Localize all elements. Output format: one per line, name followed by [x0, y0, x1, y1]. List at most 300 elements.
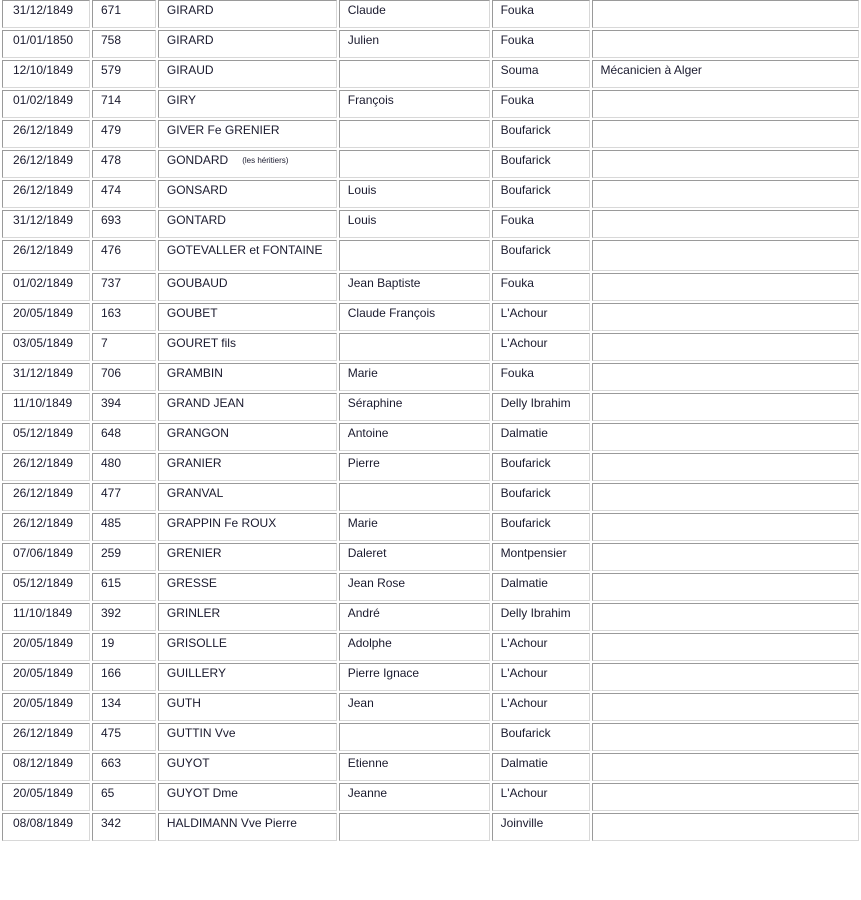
place-text: L'Achour: [500, 336, 548, 350]
date-cell: [2, 393, 90, 421]
date-text: 26/12/1849: [13, 123, 74, 137]
surname-text: GONSARD: [166, 183, 228, 197]
number-text: 758: [100, 33, 121, 47]
first-name-text: Claude: [347, 3, 386, 17]
place-cell: [492, 60, 590, 88]
number-text: 615: [100, 576, 121, 590]
date-cell: [2, 0, 90, 28]
surname-cell: [158, 603, 337, 631]
table-row: [2, 30, 859, 58]
number-cell: [92, 180, 156, 208]
date-cell: [2, 813, 90, 841]
first-name-cell: [339, 723, 490, 751]
place-text: Dalmatie: [500, 756, 548, 770]
note-cell: [592, 90, 859, 118]
date-text: 26/12/1849: [13, 516, 74, 530]
first-name-text: François: [347, 93, 394, 107]
first-name-cell: [339, 303, 490, 331]
place-cell: [492, 120, 590, 148]
place-cell: [492, 333, 590, 361]
place-cell: [492, 423, 590, 451]
date-cell: [2, 333, 90, 361]
note-cell: [592, 753, 859, 781]
place-cell: [492, 453, 590, 481]
number-text: 737: [100, 276, 121, 290]
place-text: Fouka: [500, 3, 534, 17]
first-name-cell: [339, 693, 490, 721]
surname-cell: [158, 543, 337, 571]
surname-text: GRESSE: [166, 576, 217, 590]
place-text: L'Achour: [500, 306, 548, 320]
number-cell: [92, 543, 156, 571]
first-name-text: Louis: [347, 183, 377, 197]
note-cell: [592, 393, 859, 421]
number-text: 474: [100, 183, 121, 197]
surname-text: HALDIMANN Vve Pierre: [166, 816, 297, 830]
note-cell: [592, 543, 859, 571]
first-name-cell: [339, 633, 490, 661]
surname-text: GIRARD: [166, 3, 214, 17]
place-text: Fouka: [500, 33, 534, 47]
surname-cell: [158, 180, 337, 208]
surname-cell: [158, 90, 337, 118]
table-row: [2, 483, 859, 511]
place-text: Boufarick: [500, 486, 551, 500]
table-row: [2, 333, 859, 361]
surname-cell: [158, 783, 337, 811]
number-text: 163: [100, 306, 121, 320]
number-text: 714: [100, 93, 121, 107]
date-text: 31/12/1849: [13, 213, 74, 227]
date-text: 20/05/1849: [13, 696, 74, 710]
note-cell: [592, 693, 859, 721]
number-cell: [92, 633, 156, 661]
surname-text: GUYOT Dme: [166, 786, 238, 800]
place-text: Boufarick: [500, 726, 551, 740]
surname-text: GRAPPIN Fe ROUX: [166, 516, 277, 530]
surname-cell: [158, 273, 337, 301]
number-text: 706: [100, 366, 121, 380]
first-name-cell: [339, 90, 490, 118]
date-text: 26/12/1849: [13, 243, 74, 257]
surname-text: GOURET fils: [166, 336, 236, 350]
surname-cell: [158, 753, 337, 781]
number-cell: [92, 0, 156, 28]
date-cell: [2, 303, 90, 331]
first-name-cell: [339, 483, 490, 511]
surname-cell: [158, 240, 337, 271]
table-row: [2, 783, 859, 811]
note-cell: [592, 573, 859, 601]
date-cell: [2, 30, 90, 58]
date-cell: [2, 693, 90, 721]
date-text: 05/12/1849: [13, 426, 74, 440]
surname-annotation: (les héritiers): [242, 156, 289, 165]
first-name-cell: [339, 150, 490, 178]
surname-text: GIRARD: [166, 33, 214, 47]
number-text: 648: [100, 426, 121, 440]
surname-cell: [158, 150, 337, 178]
note-cell: [592, 303, 859, 331]
first-name-cell: [339, 30, 490, 58]
first-name-cell: [339, 333, 490, 361]
date-text: 08/08/1849: [13, 816, 74, 830]
table-row: [2, 513, 859, 541]
note-cell: [592, 813, 859, 841]
place-cell: [492, 513, 590, 541]
number-cell: [92, 273, 156, 301]
note-cell: [592, 150, 859, 178]
number-cell: [92, 573, 156, 601]
place-text: Boufarick: [500, 456, 551, 470]
first-name-cell: [339, 240, 490, 271]
surname-text: GOTEVALLER et FONTAINE: [166, 243, 323, 257]
number-cell: [92, 30, 156, 58]
table-row: [2, 210, 859, 238]
date-text: 20/05/1849: [13, 636, 74, 650]
surname-text: GRENIER: [166, 546, 222, 560]
place-text: Montpensier: [500, 546, 567, 560]
date-text: 07/06/1849: [13, 546, 74, 560]
first-name-text: Julien: [347, 33, 380, 47]
number-cell: [92, 783, 156, 811]
place-cell: [492, 210, 590, 238]
number-cell: [92, 90, 156, 118]
number-text: 394: [100, 396, 121, 410]
number-cell: [92, 60, 156, 88]
note-cell: [592, 603, 859, 631]
place-cell: [492, 180, 590, 208]
date-cell: [2, 753, 90, 781]
table-row: [2, 393, 859, 421]
date-text: 01/02/1849: [13, 276, 74, 290]
first-name-cell: [339, 60, 490, 88]
first-name-text: Louis: [347, 213, 377, 227]
table-row: [2, 813, 859, 841]
date-cell: [2, 543, 90, 571]
surname-cell: [158, 513, 337, 541]
surname-cell: [158, 573, 337, 601]
number-text: 392: [100, 606, 121, 620]
number-text: 479: [100, 123, 121, 137]
first-name-text: Adolphe: [347, 636, 392, 650]
table-row: [2, 303, 859, 331]
table-row: [2, 363, 859, 391]
place-cell: [492, 363, 590, 391]
note-cell: [592, 363, 859, 391]
surname-cell: [158, 483, 337, 511]
date-cell: [2, 423, 90, 451]
surname-cell: [158, 423, 337, 451]
surname-cell: [158, 663, 337, 691]
table-row: [2, 120, 859, 148]
first-name-text: Jeanne: [347, 786, 388, 800]
place-cell: [492, 393, 590, 421]
surname-text: GOUBAUD: [166, 276, 228, 290]
number-cell: [92, 423, 156, 451]
place-text: Fouka: [500, 213, 534, 227]
note-cell: [592, 333, 859, 361]
table-row: [2, 240, 859, 271]
first-name-cell: [339, 603, 490, 631]
first-name-text: Daleret: [347, 546, 387, 560]
surname-text: GRANGON: [166, 426, 229, 440]
table-row: [2, 90, 859, 118]
table-row: [2, 753, 859, 781]
first-name-cell: [339, 453, 490, 481]
number-cell: [92, 393, 156, 421]
surname-text: GONTARD: [166, 213, 226, 227]
note-cell: [592, 633, 859, 661]
place-cell: [492, 573, 590, 601]
place-cell: [492, 483, 590, 511]
date-cell: [2, 273, 90, 301]
place-cell: [492, 273, 590, 301]
place-cell: [492, 663, 590, 691]
date-cell: [2, 240, 90, 271]
table-row: [2, 150, 859, 178]
table-row: [2, 543, 859, 571]
first-name-cell: [339, 513, 490, 541]
surname-text: GRISOLLE: [166, 636, 227, 650]
place-cell: [492, 150, 590, 178]
number-cell: [92, 693, 156, 721]
place-cell: [492, 303, 590, 331]
surname-cell: [158, 693, 337, 721]
surname-text: GRAND JEAN: [166, 396, 245, 410]
date-cell: [2, 90, 90, 118]
surname-text: GUTTIN Vve: [166, 726, 236, 740]
first-name-text: Jean Baptiste: [347, 276, 421, 290]
number-text: 342: [100, 816, 121, 830]
place-text: Boufarick: [500, 183, 551, 197]
first-name-text: Jean Rose: [347, 576, 406, 590]
number-cell: [92, 753, 156, 781]
place-text: L'Achour: [500, 786, 548, 800]
first-name-text: Pierre Ignace: [347, 666, 420, 680]
surname-text: GRAMBIN: [166, 366, 223, 380]
first-name-cell: [339, 210, 490, 238]
table-row: [2, 603, 859, 631]
number-cell: [92, 240, 156, 271]
table-row: [2, 273, 859, 301]
table-row: [2, 633, 859, 661]
date-text: 26/12/1849: [13, 726, 74, 740]
date-cell: [2, 210, 90, 238]
date-cell: [2, 513, 90, 541]
first-name-text: André: [347, 606, 380, 620]
surname-text: GUTH: [166, 696, 201, 710]
number-cell: [92, 120, 156, 148]
number-text: 478: [100, 153, 121, 167]
note-cell: [592, 30, 859, 58]
first-name-cell: [339, 813, 490, 841]
place-text: Boufarick: [500, 123, 551, 137]
number-text: 671: [100, 3, 121, 17]
date-text: 12/10/1849: [13, 63, 74, 77]
number-text: 65: [100, 786, 115, 800]
date-text: 31/12/1849: [13, 366, 74, 380]
note-cell: [592, 180, 859, 208]
first-name-cell: [339, 363, 490, 391]
place-text: Delly Ibrahim: [500, 396, 571, 410]
date-cell: [2, 663, 90, 691]
note-text: Mécanicien à Alger: [600, 63, 702, 77]
note-cell: [592, 663, 859, 691]
number-cell: [92, 453, 156, 481]
place-text: Boufarick: [500, 243, 551, 257]
table-row: [2, 60, 859, 88]
surname-text: GUYOT: [166, 756, 210, 770]
date-cell: [2, 633, 90, 661]
place-text: L'Achour: [500, 636, 548, 650]
note-cell: [592, 0, 859, 28]
place-text: Boufarick: [500, 516, 551, 530]
first-name-cell: [339, 663, 490, 691]
number-text: 19: [100, 636, 115, 650]
surname-cell: [158, 120, 337, 148]
surname-cell: [158, 393, 337, 421]
date-text: 11/10/1849: [13, 396, 73, 410]
number-cell: [92, 483, 156, 511]
surname-text: GRANVAL: [166, 486, 224, 500]
first-name-cell: [339, 180, 490, 208]
number-text: 485: [100, 516, 121, 530]
place-text: L'Achour: [500, 666, 548, 680]
date-cell: [2, 120, 90, 148]
place-text: Delly Ibrahim: [500, 606, 571, 620]
date-text: 20/05/1849: [13, 306, 74, 320]
place-cell: [492, 90, 590, 118]
table-row: [2, 663, 859, 691]
date-text: 26/12/1849: [13, 153, 74, 167]
note-cell: [592, 273, 859, 301]
note-cell: [592, 423, 859, 451]
first-name-text: Jean: [347, 696, 374, 710]
number-text: 134: [100, 696, 121, 710]
number-cell: [92, 603, 156, 631]
number-text: 476: [100, 243, 121, 257]
date-cell: [2, 363, 90, 391]
number-cell: [92, 150, 156, 178]
date-text: 26/12/1849: [13, 456, 74, 470]
first-name-cell: [339, 0, 490, 28]
place-text: Joinville: [500, 816, 544, 830]
first-name-cell: [339, 120, 490, 148]
date-cell: [2, 150, 90, 178]
note-cell: [592, 120, 859, 148]
number-cell: [92, 723, 156, 751]
place-cell: [492, 723, 590, 751]
number-text: 475: [100, 726, 121, 740]
surname-cell: [158, 813, 337, 841]
place-text: Fouka: [500, 276, 534, 290]
note-cell: [592, 453, 859, 481]
surname-text: GUILLERY: [166, 666, 226, 680]
place-cell: [492, 693, 590, 721]
date-cell: [2, 603, 90, 631]
number-text: 663: [100, 756, 121, 770]
date-cell: [2, 573, 90, 601]
note-cell: [592, 60, 859, 88]
date-cell: [2, 723, 90, 751]
first-name-text: Etienne: [347, 756, 389, 770]
place-text: Dalmatie: [500, 426, 548, 440]
note-cell: [592, 483, 859, 511]
number-text: 579: [100, 63, 121, 77]
surname-text: GONDARD: [166, 153, 229, 167]
place-text: Souma: [500, 63, 539, 77]
date-cell: [2, 180, 90, 208]
date-cell: [2, 783, 90, 811]
surname-text: GRINLER: [166, 606, 221, 620]
number-text: 477: [100, 486, 121, 500]
place-cell: [492, 30, 590, 58]
date-text: 31/12/1849: [13, 3, 74, 17]
first-name-cell: [339, 573, 490, 601]
first-name-text: Séraphine: [347, 396, 403, 410]
table-row: [2, 453, 859, 481]
surname-text: GIVER Fe GRENIER: [166, 123, 280, 137]
surname-cell: [158, 30, 337, 58]
date-text: 20/05/1849: [13, 666, 74, 680]
table-row: [2, 573, 859, 601]
surname-cell: [158, 363, 337, 391]
date-cell: [2, 60, 90, 88]
surname-cell: [158, 60, 337, 88]
note-cell: [592, 210, 859, 238]
number-cell: [92, 210, 156, 238]
number-text: 7: [100, 336, 108, 350]
surname-cell: [158, 453, 337, 481]
surname-cell: [158, 723, 337, 751]
surname-text: GRANIER: [166, 456, 222, 470]
surname-cell: [158, 0, 337, 28]
table-row: [2, 693, 859, 721]
note-cell: [592, 723, 859, 751]
surname-cell: [158, 210, 337, 238]
place-cell: [492, 783, 590, 811]
first-name-cell: [339, 273, 490, 301]
date-text: 05/12/1849: [13, 576, 74, 590]
number-text: 693: [100, 213, 121, 227]
number-cell: [92, 663, 156, 691]
surname-text: GOUBET: [166, 306, 218, 320]
date-cell: [2, 453, 90, 481]
first-name-cell: [339, 753, 490, 781]
date-text: 03/05/1849: [13, 336, 74, 350]
number-text: 259: [100, 546, 121, 560]
date-text: 01/01/1850: [13, 33, 74, 47]
place-cell: [492, 0, 590, 28]
surname-cell: [158, 633, 337, 661]
first-name-cell: [339, 423, 490, 451]
number-cell: [92, 513, 156, 541]
date-text: 20/05/1849: [13, 786, 74, 800]
date-text: 01/02/1849: [13, 93, 74, 107]
table-row: [2, 723, 859, 751]
date-cell: [2, 483, 90, 511]
place-cell: [492, 633, 590, 661]
place-cell: [492, 543, 590, 571]
first-name-cell: [339, 783, 490, 811]
place-cell: [492, 603, 590, 631]
place-cell: [492, 813, 590, 841]
note-cell: [592, 240, 859, 271]
table-row: [2, 180, 859, 208]
surname-cell: [158, 303, 337, 331]
place-text: L'Achour: [500, 696, 548, 710]
